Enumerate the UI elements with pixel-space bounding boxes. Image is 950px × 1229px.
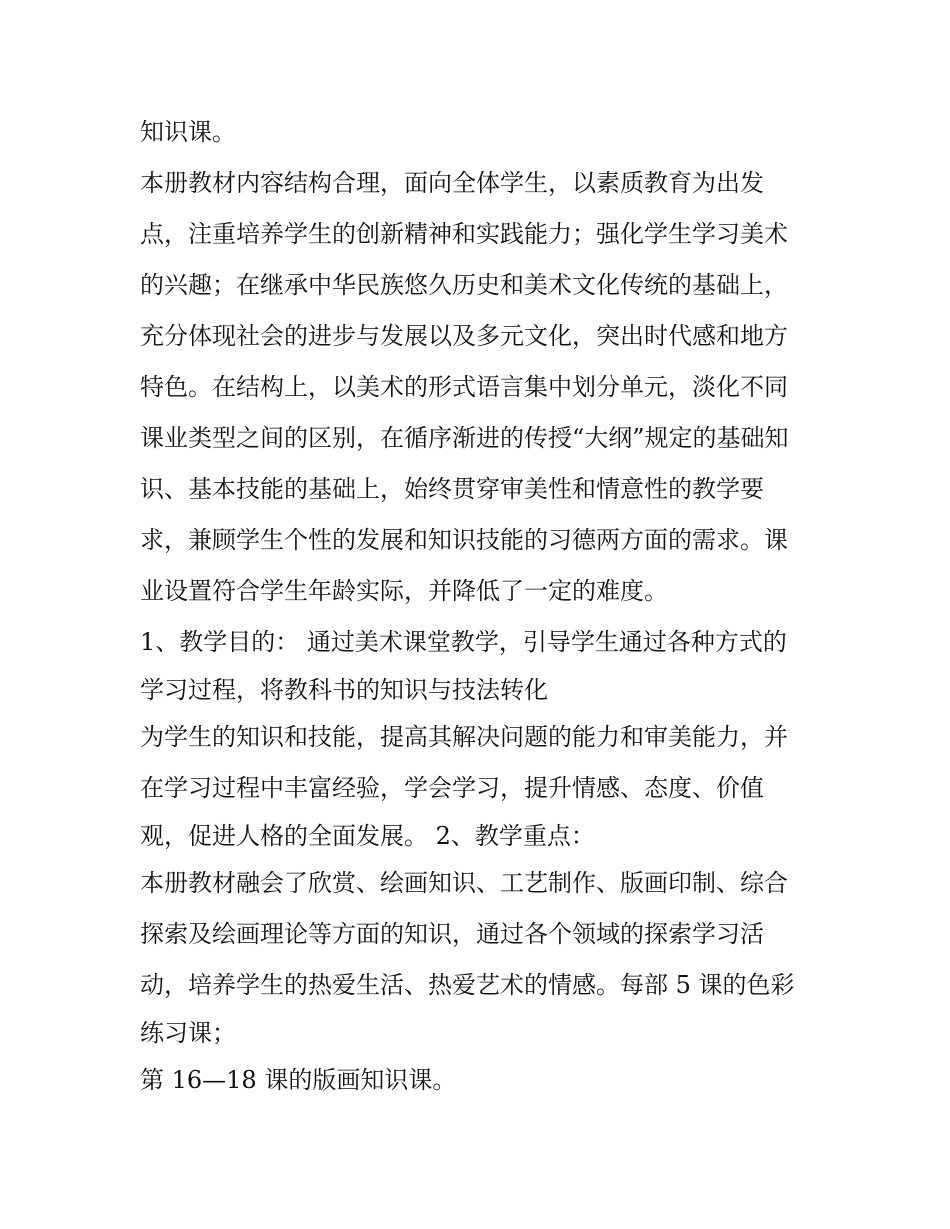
text-line: 学习过程，将教科书的知识与技法转化 bbox=[140, 676, 548, 704]
text-line: 的兴趣；在继承中华民族悠久历史和美术文化传统的基础上， bbox=[140, 271, 788, 299]
text-line: 观，促进人格的全面发展。 2、教学重点： bbox=[140, 822, 595, 850]
text-line: 课业类型之间的区别，在循序渐进的传授“大纲”规定的基础知 bbox=[140, 424, 789, 452]
text-line: 在学习过程中丰富经验，学会学习，提升情感、态度、价值 bbox=[140, 774, 764, 802]
text-line: 知识课。 bbox=[140, 118, 236, 146]
document-body bbox=[140, 107, 820, 1106]
text-line: 探索及绘画理论等方面的知识，通过各个领域的探索学习活 bbox=[140, 920, 764, 948]
text-line: 充分体现社会的进步与发展以及多元文化，突出时代感和地方 bbox=[140, 322, 788, 350]
text-line: 为学生的知识和技能，提高其解决问题的能力和审美能力，并 bbox=[140, 723, 788, 751]
text-line: 本册教材内容结构合理，面向全体学生，以素质教育为出发 bbox=[140, 169, 764, 197]
text-line: 练习课； bbox=[140, 1019, 236, 1047]
text-line: 求，兼顾学生个性的发展和知识技能的习德两方面的需求。课 bbox=[140, 526, 788, 554]
text-line: 业设置符合学生年龄实际，并降低了一定的难度。 bbox=[140, 577, 668, 605]
text-line: 识、基本技能的基础上，始终贯穿审美性和情意性的教学要 bbox=[140, 475, 764, 503]
text-line: 点，注重培养学生的创新精神和实践能力；强化学生学习美术 bbox=[140, 220, 788, 248]
text-line: 1、教学目的： 通过美术课堂教学，引导学生通过各种方式的 bbox=[140, 628, 787, 656]
text-line: 第 16—18 课的版画知识课。 bbox=[140, 1066, 457, 1094]
text-line: 特色。在结构上，以美术的形式语言集中划分单元，淡化不同 bbox=[140, 373, 788, 401]
text-line: 本册教材融会了欣赏、绘画知识、工艺制作、版画印制、综合 bbox=[140, 869, 788, 897]
text-line: 动，培养学生的热爱生活、热爱艺术的情感。每部 5 课的色彩 bbox=[140, 971, 795, 999]
